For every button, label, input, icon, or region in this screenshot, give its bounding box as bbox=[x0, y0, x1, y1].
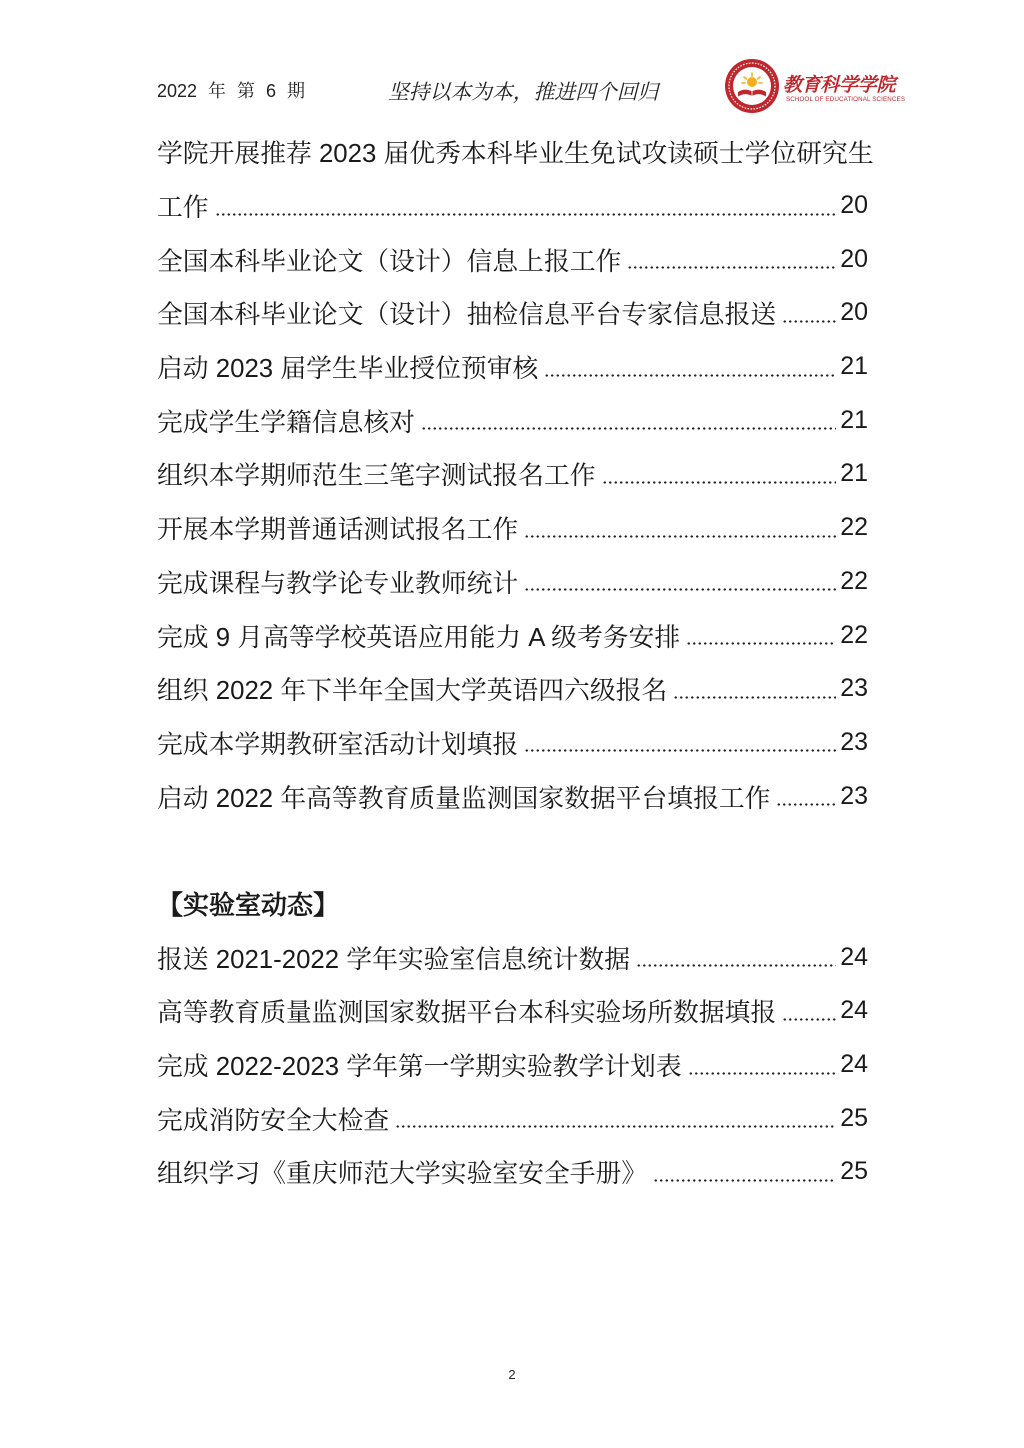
toc-entry-title: 全国本科毕业论文（设计）抽检信息平台专家信息报送 bbox=[157, 301, 777, 330]
toc-page-number: 23 bbox=[840, 674, 868, 703]
toc-entry-title: 全国本科毕业论文（设计）信息上报工作 bbox=[157, 247, 622, 276]
toc-entry-title: 高等教育质量监测国家数据平台本科实验场所数据填报 bbox=[157, 999, 777, 1028]
toc-entry bbox=[157, 662, 868, 716]
toc-entry bbox=[157, 1091, 868, 1145]
slogan: 坚持以本为本，推进四个回归 bbox=[388, 80, 659, 104]
toc-page-number: 21 bbox=[840, 459, 868, 488]
dot-leader bbox=[395, 1125, 836, 1128]
toc-entry bbox=[157, 501, 868, 555]
toc-page-number: 22 bbox=[840, 513, 868, 542]
toc-entry-title: 组织学习《重庆师范大学实验室安全手册》 bbox=[157, 1160, 648, 1189]
toc-entry-title: 完成本学期教研室活动计划填报 bbox=[157, 730, 519, 759]
toc-entry bbox=[157, 447, 868, 501]
toc-entry bbox=[157, 125, 874, 179]
toc-page-number: 23 bbox=[840, 781, 868, 810]
toc-page-number: 24 bbox=[840, 942, 868, 971]
dot-leader bbox=[782, 1018, 836, 1021]
toc-page-number: 21 bbox=[840, 352, 868, 381]
toc-entry bbox=[157, 930, 868, 984]
issue-label: 2022 年 第 6 期 bbox=[157, 81, 306, 101]
toc-entry bbox=[157, 984, 868, 1038]
table-of-contents bbox=[157, 125, 874, 1199]
dot-leader bbox=[627, 266, 836, 269]
toc-entry bbox=[157, 340, 868, 394]
section-spacer bbox=[157, 823, 868, 877]
dot-leader bbox=[673, 696, 836, 699]
logo-name-en: SCHOOL OF EDUCATIONAL SCIENCES bbox=[786, 96, 906, 103]
toc-page-number: 21 bbox=[840, 405, 868, 434]
toc-page-number: 22 bbox=[840, 566, 868, 595]
toc-entry bbox=[157, 393, 868, 447]
dot-leader bbox=[421, 427, 836, 430]
toc-entry bbox=[157, 1038, 868, 1092]
dot-leader bbox=[688, 1072, 837, 1075]
toc-page-number: 22 bbox=[840, 620, 868, 649]
toc-entry bbox=[157, 1145, 868, 1199]
toc-entry-title: 启动 2023 届学生毕业授位预审核 bbox=[157, 355, 539, 384]
toc-entry-title: 完成消防安全大检查 bbox=[157, 1106, 390, 1135]
toc-entry bbox=[157, 608, 868, 662]
toc-page-number: 20 bbox=[840, 298, 868, 327]
dot-leader bbox=[215, 213, 837, 216]
toc-entry-title: 完成 2022-2023 学年第一学期实验教学计划表 bbox=[157, 1053, 682, 1082]
toc-page-number: 24 bbox=[840, 996, 868, 1025]
toc-entry-title: 学院开展推荐 2023 届优秀本科毕业生免试攻读硕士学位研究生 bbox=[157, 140, 874, 169]
dot-leader bbox=[636, 964, 836, 967]
toc-entry-title: 报送 2021-2022 学年实验室信息统计数据 bbox=[157, 945, 631, 974]
toc-entry bbox=[157, 716, 868, 770]
toc-entry bbox=[157, 286, 868, 340]
dot-leader bbox=[686, 642, 836, 645]
toc-page-number: 25 bbox=[840, 1157, 868, 1186]
toc-entry bbox=[157, 232, 868, 286]
toc-page-number: 20 bbox=[840, 244, 868, 273]
dot-leader bbox=[524, 535, 836, 538]
toc-entry-title: 工作 bbox=[157, 194, 209, 223]
toc-entry-title: 完成学生学籍信息核对 bbox=[157, 408, 415, 437]
toc-page-number: 20 bbox=[840, 191, 868, 220]
toc-page-number: 23 bbox=[840, 727, 868, 756]
dot-leader bbox=[524, 749, 836, 752]
school-emblem-icon bbox=[724, 58, 780, 114]
dot-leader bbox=[544, 374, 836, 377]
toc-entry-title: 组织 2022 年下半年全国大学英语四六级报名 bbox=[157, 677, 668, 706]
dot-leader bbox=[782, 320, 836, 323]
dot-leader bbox=[524, 588, 836, 591]
toc-entry-title: 组织本学期师范生三笔字测试报名工作 bbox=[157, 462, 596, 491]
school-logo bbox=[724, 58, 904, 118]
toc-entry-title: 完成课程与教学论专业教师统计 bbox=[157, 569, 519, 598]
toc-entry-continued bbox=[157, 179, 868, 233]
page-number: 2 bbox=[508, 1367, 516, 1382]
section-heading-lab: 【实验室动态】 bbox=[157, 889, 340, 920]
toc-entry-title: 完成 9 月高等学校英语应用能力 A 级考务安排 bbox=[157, 623, 681, 652]
dot-leader bbox=[776, 803, 836, 806]
dot-leader bbox=[653, 1179, 836, 1182]
dot-leader bbox=[602, 481, 837, 484]
toc-entry-title: 开展本学期普通话测试报名工作 bbox=[157, 516, 519, 545]
toc-entry bbox=[157, 555, 868, 609]
toc-page-number: 25 bbox=[840, 1103, 868, 1132]
toc-entry bbox=[157, 769, 868, 823]
logo-name-cn: 教育科学学院 bbox=[783, 74, 896, 96]
toc-page-number: 24 bbox=[840, 1050, 868, 1079]
toc-entry-title: 启动 2022 年高等教育质量监测国家数据平台填报工作 bbox=[157, 784, 771, 813]
